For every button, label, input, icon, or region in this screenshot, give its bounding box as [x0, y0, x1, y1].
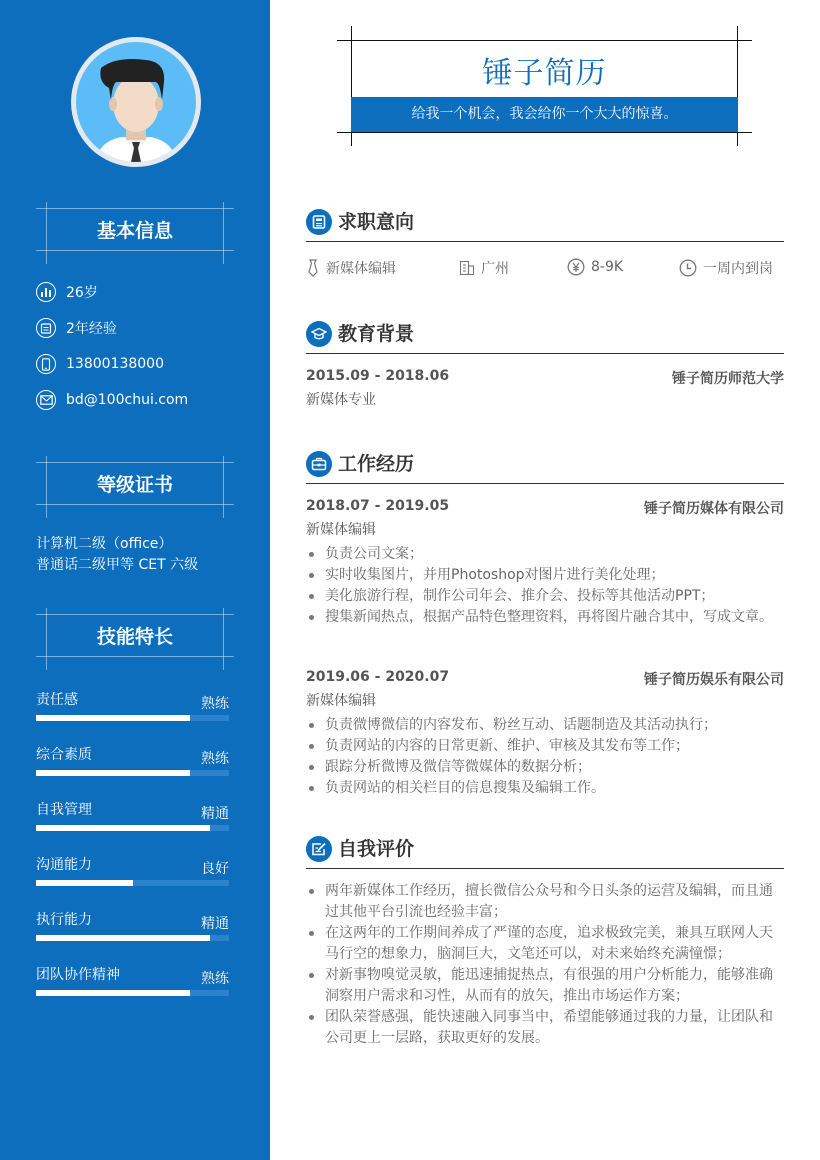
intent-salary: 8-9K — [567, 258, 623, 276]
job-company: 锤子简历娱乐有限公司 — [644, 672, 784, 688]
certificate-item: 计算机二级（office） — [36, 536, 173, 552]
intent-city: 广州 — [459, 258, 509, 278]
calendar-icon — [36, 318, 56, 338]
job-period: 2019.06 - 2020.07 — [306, 669, 450, 685]
skills-heading: 技能特长 — [36, 614, 234, 664]
section-heading-intent: 求职意向 — [306, 206, 784, 242]
self-evaluation-list — [306, 881, 784, 1049]
list-item: 在这两年的工作期间养成了严谨的态度，追求极致完美，兼具互联网人天马行空的想象力，脑洞巨大，文笔还可以，对未来始终充满憧憬； — [306, 923, 784, 965]
list-item: 对新事物嗅觉灵敏，能迅速捕捉热点，有很强的用户分析能力，能够准确洞察用户需求和习性，从而有的放矢，推出市场运作方案； — [306, 965, 784, 1007]
job-role: 新媒体编辑 — [306, 693, 376, 709]
list-item: 负责网站的相关栏目的信息搜集及编辑工作。 — [306, 778, 784, 799]
edit-icon — [306, 836, 332, 862]
avatar-illustration-icon — [76, 42, 196, 162]
skill-bar — [36, 880, 229, 886]
resume-slogan: 给我一个机会，我会给你一个大大的惊喜。 — [351, 97, 738, 132]
mail-icon — [36, 390, 56, 410]
info-age: 26岁 — [36, 281, 98, 303]
briefcase-icon — [306, 451, 332, 477]
resume-header — [351, 40, 738, 132]
certificate-list — [36, 534, 198, 576]
building-icon — [459, 260, 475, 276]
list-item: 跟踪分析微博及微信等微媒体的数据分析； — [306, 757, 784, 778]
info-email — [36, 389, 188, 411]
tie-icon — [306, 259, 320, 277]
skill-bar — [36, 990, 229, 996]
list-item: 两年新媒体工作经历，擅长微信公众号和今日头条的运营及编辑，而且通过其他平台引流也经验丰富； — [306, 881, 784, 923]
section-heading-work: 工作经历 — [306, 448, 784, 484]
skill-item: 沟通能力 良好 — [36, 854, 229, 894]
sidebar — [0, 0, 270, 1160]
job-duties — [306, 544, 784, 628]
skill-bar — [36, 935, 229, 941]
avatar — [71, 37, 201, 167]
intent-availability: 一周内到岗 — [679, 258, 773, 278]
skill-bar — [36, 825, 229, 831]
skill-item: 团队协作精神 熟练 — [36, 964, 229, 1004]
intent-position: 新媒体编辑 — [306, 258, 396, 278]
info-experience: 2年经验 — [36, 317, 117, 339]
basic-info-heading: 基本信息 — [36, 208, 234, 258]
yen-icon — [567, 258, 585, 276]
job-duties — [306, 715, 784, 799]
phone-number[interactable]: 13800138000 — [66, 356, 164, 372]
section-heading-education: 教育背景 — [306, 318, 784, 354]
phone-icon — [36, 354, 56, 374]
education-major: 新媒体专业 — [306, 392, 376, 408]
education-period: 2015.09 - 2018.06 — [306, 368, 450, 384]
certificates-heading: 等级证书 — [36, 462, 234, 512]
section-heading-self-evaluation: 自我评价 — [306, 833, 784, 869]
skill-bar — [36, 770, 229, 776]
job-intent-row — [306, 258, 784, 280]
list-item: 实时收集图片，并用Photoshop对图片进行美化处理； — [306, 565, 784, 586]
list-item: 美化旅游行程，制作公司年会、推介会、投标等其他活动PPT； — [306, 586, 784, 607]
list-item: 搜集新闻热点，根据产品特色整理资料，再将图片融合其中，写成文章。 — [306, 607, 784, 628]
skill-bar — [36, 715, 229, 721]
list-item: 负责网站的内容的日常更新、维护、审核及其发布等工作； — [306, 736, 784, 757]
certificate-item: 普通话二级甲等 CET 六级 — [36, 557, 199, 573]
clock-icon — [679, 259, 697, 277]
skill-item: 责任感 熟练 — [36, 689, 229, 729]
job-role: 新媒体编辑 — [306, 522, 376, 538]
job-company: 锤子简历媒体有限公司 — [644, 501, 784, 517]
list-item: 团队荣誉感强，能快速融入同事当中，希望能够通过我的力量，让团队和公司更上一层路，获取更好的发展。 — [306, 1007, 784, 1049]
list-item: 负责微博微信的内容发布、粉丝互动、话题制造及其活动执行； — [306, 715, 784, 736]
skill-item: 自我管理 精通 — [36, 799, 229, 839]
info-phone — [36, 353, 164, 375]
skill-item: 综合素质 熟练 — [36, 744, 229, 784]
resume-title: 锤子简历 — [482, 56, 607, 91]
graduation-cap-icon — [306, 321, 332, 347]
education-school: 锤子简历师范大学 — [672, 371, 784, 387]
job-period: 2018.07 - 2019.05 — [306, 498, 450, 514]
list-item: 负责公司文案； — [306, 544, 784, 565]
bar-chart-icon — [36, 282, 56, 302]
skill-item: 执行能力 精通 — [36, 909, 229, 949]
email-link[interactable]: bd@100chui.com — [66, 392, 189, 408]
document-icon — [306, 209, 332, 235]
